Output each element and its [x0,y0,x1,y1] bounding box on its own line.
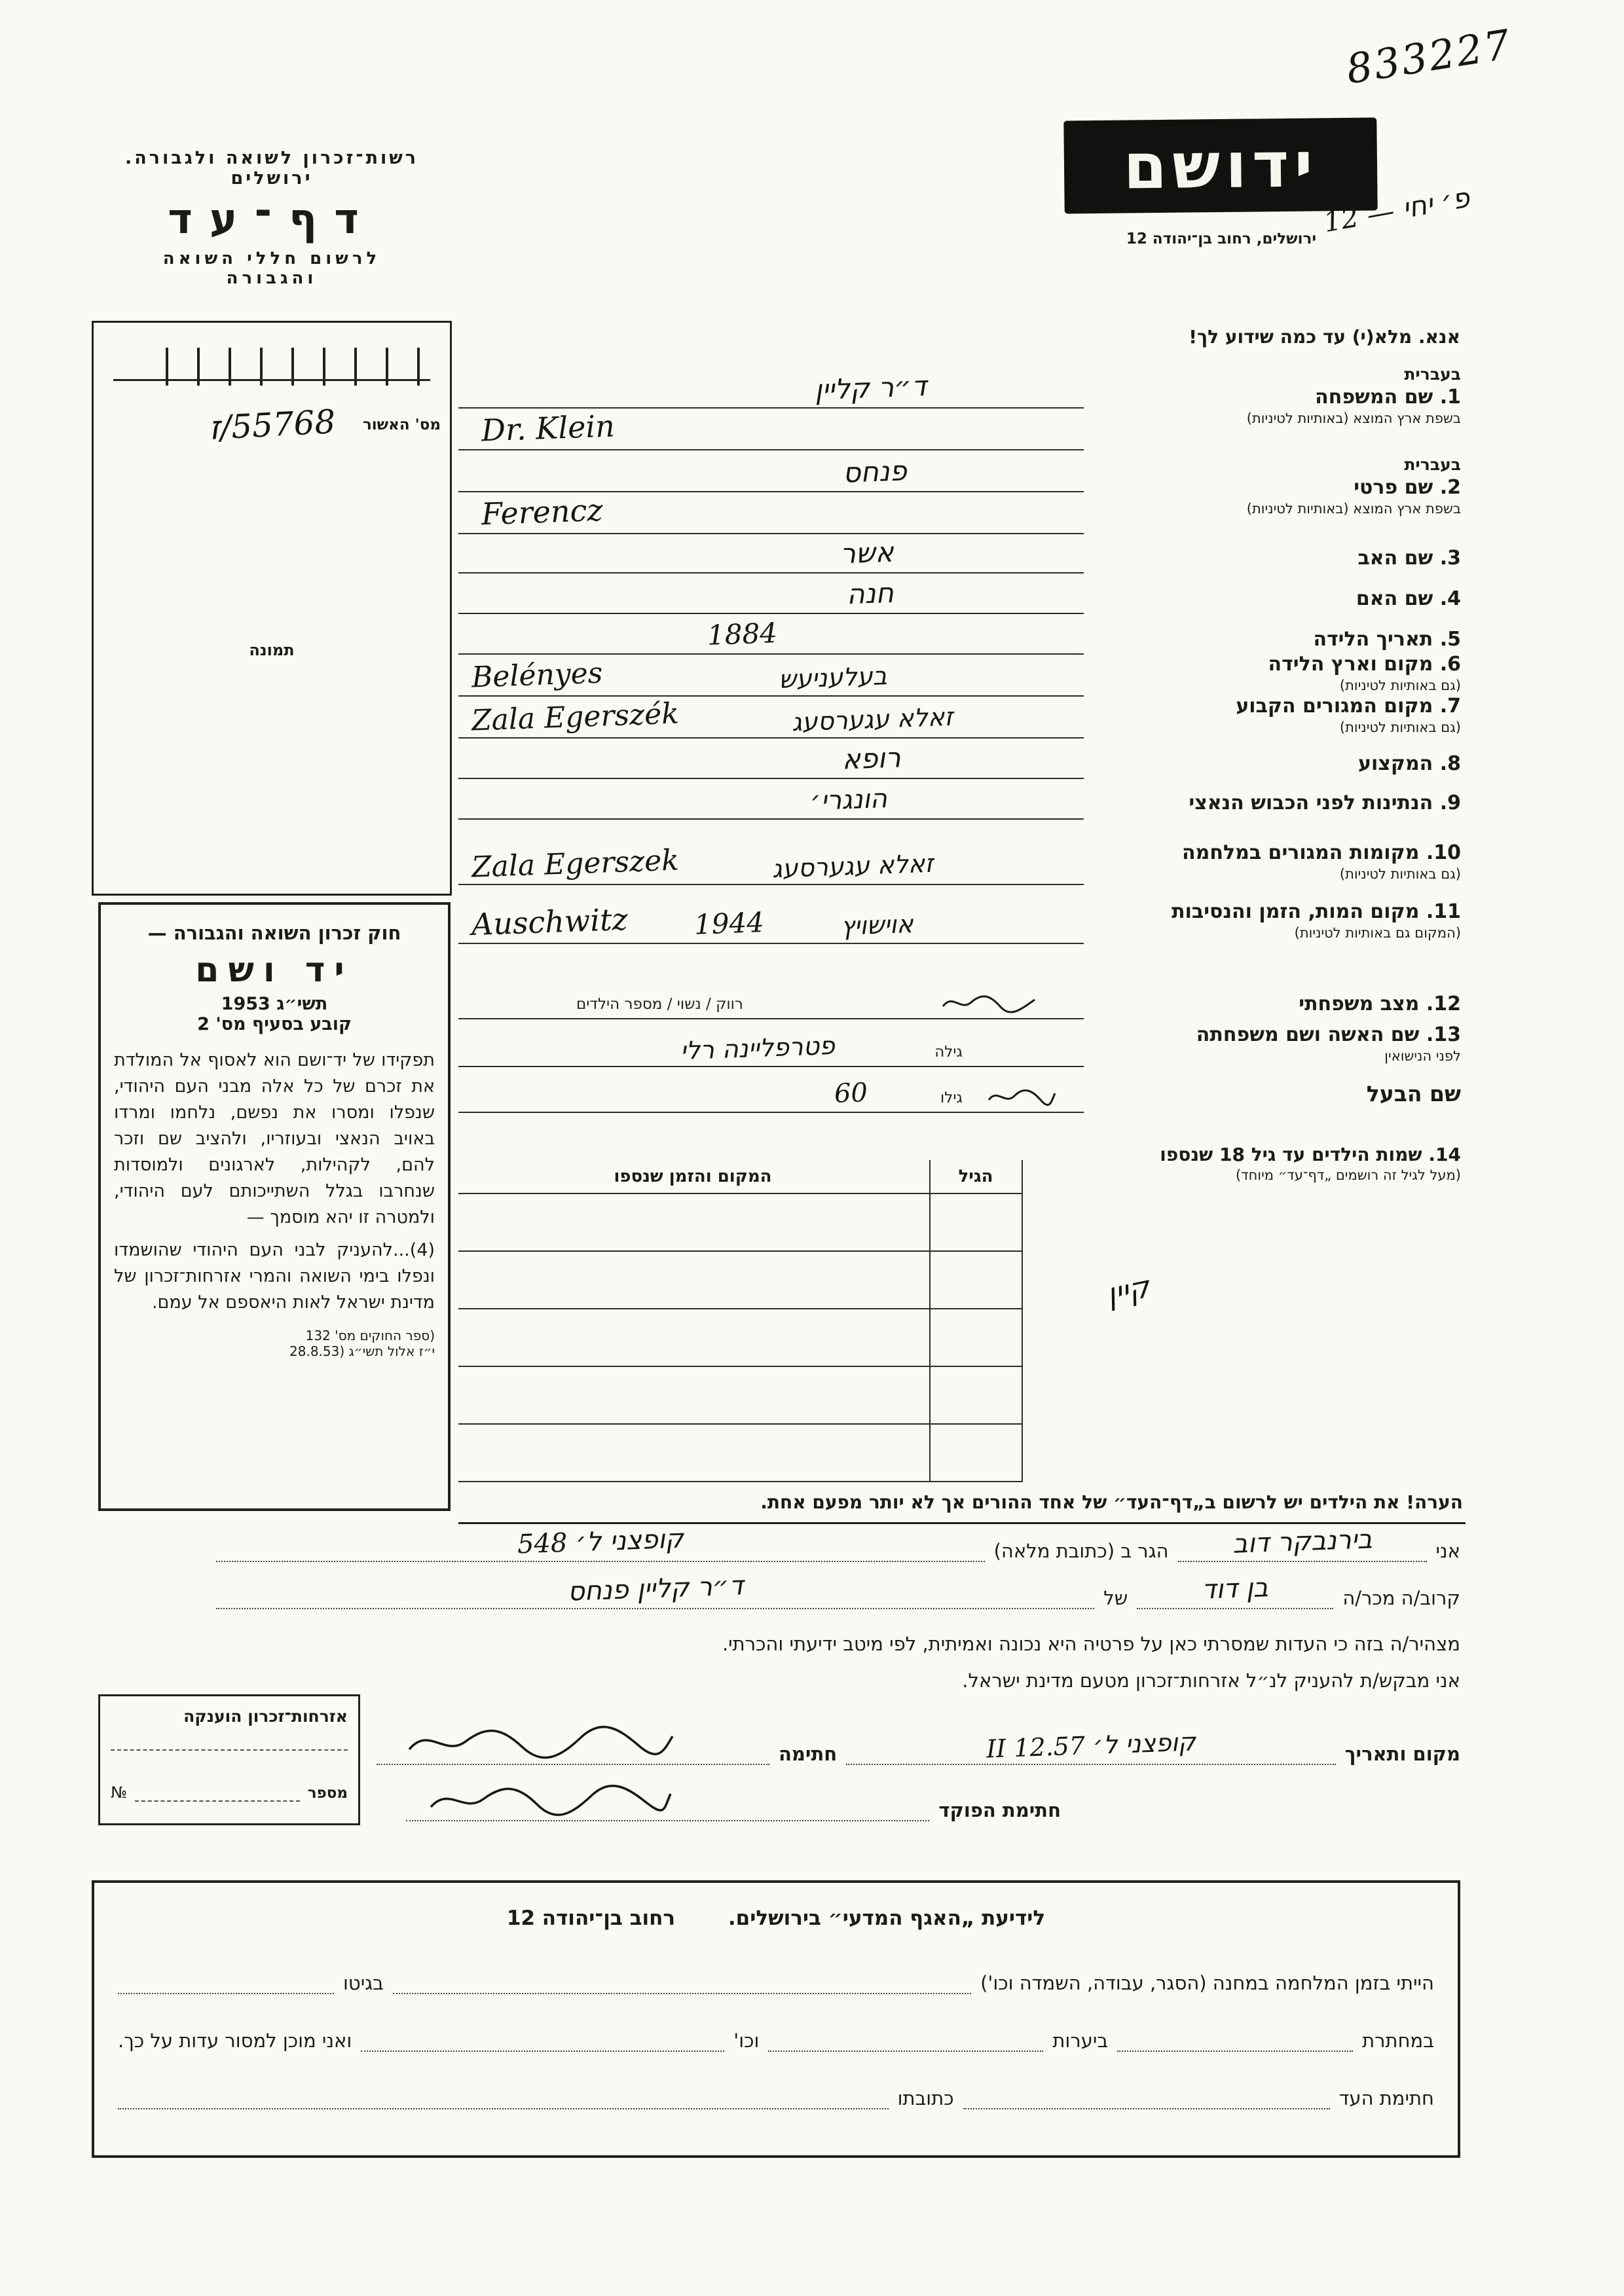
declaration-row-relation [216,1571,1460,1609]
law-paragraph-1: תפקידו של יד־ושם הוא לאסוף אל המולדת את זכרם של כל אלה מבני העם היהודי, שנפלו ומסרו את נפשם, נלחמו ומרדו באויב הנאצי ובעוזריו, ולהציב שם וזכר להם, לקהילות, לארגונים ולמוסדות שנחרבו בגלל השתייכותם לעם היהודי, ולמטרה זו יהא מוסמך — [114,1050,435,1228]
clerk-signature-label: חתימת הפוקד [938,1799,1061,1821]
field-label-line: 9. הנתינות לפני הכבוש הנאצי [1189,792,1461,814]
answer-line-wife-name [458,1032,1084,1067]
field-label-wife-name [1090,1023,1461,1065]
underground-label: במחתרת [1362,2030,1434,2052]
clerk-signature-field [406,1813,929,1821]
scientific-branch-box [92,1880,1460,2158]
illegible-scrawl [986,1085,1058,1108]
place-date-field [846,1727,1336,1765]
field-label-birthplace [1090,652,1461,695]
handwritten-side-note: פ׳ יחי — 12 [1321,181,1472,239]
handwritten-value: Zala Egerszek [471,843,680,884]
handwritten-value: Ferencz [481,492,604,532]
approval-photo-box [92,321,452,896]
answer-line-residence [458,697,1084,738]
forests-label: ביערות [1052,2030,1109,2052]
answer-line-firstname-hebrew [458,454,1084,492]
field-label-line: בשפת ארץ המוצא (באותיות לטיניות) [1246,501,1461,517]
grant-box-dashes [111,1748,348,1751]
answer-line-surname-hebrew [458,370,1084,409]
field-label-surname [1090,364,1461,428]
handwritten-value: פנחס [842,454,908,489]
field-label-line: לפני הנישואין [1384,1048,1461,1065]
table-rule [458,1308,1023,1309]
handwritten-declarant-name: בירנבקר דוב [1232,1524,1373,1559]
declaration-i-label: אני [1435,1540,1460,1562]
ghetto-field [118,1986,334,1994]
field-label-line: 3. שם האב [1357,547,1461,570]
approval-number-label: מס' האשור [362,416,441,433]
field-label-line: 4. שם האם [1356,587,1461,610]
wife-age-label-printed: גילה [934,1044,963,1061]
handwritten-doc-number: 833227 [1342,20,1515,94]
field-label-children [1090,1143,1461,1184]
answer-line-birthdate [458,619,1084,655]
declarant-address-field [216,1523,985,1562]
answer-line-mother [458,576,1084,614]
field-label-line: 10. מקומות המגורים במלחמה [1182,841,1461,864]
field-label-line: 7. מקום המגורים הקבוע [1236,695,1461,718]
handwritten-value: זאלא עגערסעג [771,848,934,884]
answer-line-wartime-residence [458,843,1084,885]
handwritten-value: חנה [846,576,895,611]
field-label-marital-status [1090,992,1461,1017]
marital-options-printed: רווק / נשוי / מספר הילדים [576,996,743,1013]
of-label: של [1103,1587,1128,1609]
handwritten-value: בעלעניעש [778,661,888,694]
field-label-line: (מעל לגיל זה רושמים „דף־עד״ מיוחד) [1235,1167,1461,1183]
scientific-branch-title: לידיעת „האגף המדעי״ בירושלים. [728,1906,1046,1930]
law-source-2: י״ז אלול תשי״ג (28.8.53 [289,1343,435,1359]
law-line-2: יד ושם [195,951,354,990]
handwritten-value: אשר [840,536,895,570]
field-label-line: 11. מקום המות, הזמן והנסיבות [1172,900,1461,923]
approval-row [94,402,450,448]
org-address: ירושלים, רחוב בן־יהודה 12 [1126,230,1317,247]
declarant-name-field [1178,1524,1427,1562]
answer-line-surname-latin [458,408,1084,450]
table-rule [458,1423,1023,1425]
ghetto-label: בגיטו [343,1972,384,1994]
field-label-citizenship [1090,791,1461,816]
table-rule [1022,1160,1023,1481]
clerk-signature-row [406,1799,1061,1821]
handwritten-value: זאלא עגערסעג [790,702,953,737]
children-note-strip: הערה! את הילדים יש לרשום ב„דף־העד״ של אחד ההורים אך לא יותר מפעם אחת. [458,1484,1466,1524]
field-label-line: בשפת ארץ המוצא (באותיות לטיניות) [1246,410,1461,427]
field-label-mother [1090,587,1461,611]
field-label-line: (גם באותיות לטיניות) [1339,720,1461,736]
field-label-line: 14. שמות הילדים עד גיל 18 שנספו [1160,1144,1461,1165]
handwritten-deceased-name: ד״ר קליין פנחס [566,1571,744,1607]
answer-line-firstname-latin [458,492,1084,534]
signature-row [377,1727,1460,1765]
deceased-name-field [216,1571,1094,1609]
signature-label: חתימה [779,1743,838,1765]
field-label-line: בעברית [1404,455,1461,474]
handwritten-value: הונגרי׳ [809,783,888,817]
witness-address-field [118,2102,889,2109]
relation-label: קרוב/ה מכר/ה [1342,1587,1460,1609]
org-name: רשות־זכרון לשואה ולגבורה. ירושלים [124,148,419,189]
memorial-citizenship-grant-box [98,1694,360,1825]
declaration-resides-label: הגר ב (כתובת מלאה) [993,1540,1169,1562]
signature-field [377,1757,769,1765]
handwritten-place-date: קופצני ל׳ II 12.57 [986,1727,1196,1764]
handwritten-value: Zala Egerszék [471,697,680,738]
witness-address-label: כתובתו [897,2087,954,2109]
law-line-3: תשי״ג 1953 [221,994,328,1014]
grant-box-title: אזרחות־זכרון הוענקה [183,1707,348,1726]
grant-box-dashes [135,1799,300,1802]
signature-scrawl [403,1722,678,1761]
field-label-line: 1. שם המשפחה [1315,386,1461,409]
field-label-line: 12. מצב משפחתי [1299,993,1461,1015]
field-label-line: 13. שם האשה ושם משפחתה [1196,1023,1461,1046]
field-label-death-place [1090,900,1461,942]
field-label-line: שם הבעל [1366,1081,1461,1106]
field-label-line: 5. תאריך הלידה [1313,628,1461,651]
field-label-line: בעברית [1404,365,1461,384]
field-label-profession [1090,752,1461,776]
answer-line-father [458,538,1084,574]
camp-row [118,1972,1434,1994]
relation-field [1137,1573,1333,1609]
camp-label: הייתי בזמן המלחמה במחנה (הסגר, עבודה, השמדה וכו') [980,1972,1434,1994]
husband-age-label-printed: גילו [940,1089,963,1106]
witness-signature-field [963,2102,1330,2109]
etc-label: וכו' [733,2030,760,2052]
witness-signature-label: חתימת העד [1338,2087,1434,2109]
field-label-line: 6. מקום וארץ הלידה [1268,653,1461,676]
law-line-4: קובע בסעיף מס' 2 [197,1014,352,1034]
field-label-line: 8. המקצוע [1358,752,1461,775]
witness-signature-row [118,2087,1434,2109]
answer-line-death-place [458,901,1084,944]
field-label-line: (גם באותיות לטיניות) [1339,866,1461,883]
etc-field [361,2044,724,2052]
declaration-row-identity [216,1523,1460,1562]
grant-box-number-row [111,1783,348,1802]
field-label-birthdate [1090,627,1461,652]
field-label-line: 2. שם פרטי [1354,476,1461,499]
field-label-line: (גם באותיות לטיניות) [1339,678,1461,694]
field-label-husband-name [1090,1080,1461,1108]
table-rule [929,1160,931,1481]
form-subtitle: לרשום חללי השואה והגבורה [162,249,381,288]
declaration-statement: מצהיר/ה בזה כי העדות שמסרתי כאן על פרטיה היא נכונה ואמיתית, לפי מיטב ידיעתי והכרתי. [722,1633,1460,1655]
field-label-line: (המקום גם באותיות לטיניות) [1294,925,1461,941]
law-paragraph-2: (4)...להעניק לבני העם היהודי שהושמדו ונפלו בימי השואה והמרי אזרחות־זכרון של מדינת ישראל לאות היאספם אל עמם. [114,1239,435,1313]
handwritten-value: ד״ר קליין [814,370,927,406]
answer-line-profession [458,741,1084,779]
table-rule [458,1366,1023,1367]
approval-number-value: 55768/ז [208,402,337,448]
camp-field [393,1986,971,1994]
table-rule [458,1481,1023,1482]
field-label-residence [1090,694,1461,737]
field-label-wartime-residence [1090,841,1461,883]
table-rule [458,1250,1023,1252]
declaration-request: אני מבקש/ת להעניק לנ״ל אזרחות־זכרון מטעם מדינת ישראל. [962,1669,1460,1692]
law-source-1: (ספר החוקים מס' 132 [305,1327,435,1343]
handwritten-value: פטרפליינה רלי [680,1030,836,1066]
form-title: דף־עד [168,195,376,244]
law-line-1: חוק זכרון השואה והגבורה — [147,922,401,944]
law-text-box [98,902,451,1511]
handwritten-value: 1884 [707,617,778,651]
handwritten-children-note: קיין [1103,1268,1153,1313]
handwritten-value: Auschwitz [471,901,629,943]
handwritten-value: רופא [841,741,901,776]
signature-scrawl [426,1781,674,1817]
tally-marks [113,337,430,381]
answer-line-marital-status [458,984,1084,1019]
handwritten-value: Belényes [471,656,604,695]
fill-in-instruction: אנא. מלא(י) עד כמה שידוע לך! [1189,326,1460,348]
handwritten-value: Dr. Klein [481,408,616,448]
forests-field [768,2044,1043,2052]
place-date-label: מקום ותאריך [1344,1743,1460,1765]
field-label-father [1090,546,1461,571]
children-col-place-header: המקום והזמן שנספו [614,1167,772,1186]
answer-line-citizenship [458,784,1084,820]
numero-sign: № [111,1783,127,1802]
table-rule [458,1193,1023,1194]
illegible-scrawl [940,991,1038,1014]
underground-row [118,2030,1434,2052]
scientific-branch-title-row [94,1906,1458,1930]
yad-vashem-logo: ידושם [1063,118,1377,214]
handwritten-value: אוישויץ [840,909,914,941]
handwritten-declarant-address: קופצני ל׳ 548 [517,1523,684,1560]
scientific-branch-address: רחוב בן־יהודה 12 [506,1906,676,1930]
underground-field [1117,2044,1353,2052]
handwritten-relation: בן דוד [1201,1573,1269,1605]
handwritten-value: 1944 [693,906,765,941]
answer-line-husband-name [458,1078,1084,1113]
handwritten-value: 60 [834,1078,868,1109]
field-label-firstname [1090,454,1461,518]
grant-number-label: מספר [307,1785,348,1802]
header-block [118,148,426,288]
photo-placeholder-label: תמונה [249,641,295,659]
children-col-age-header: הגיל [958,1167,993,1186]
answer-line-birthplace [458,656,1084,697]
willing-to-testify-text: ואני מוכן למסור עדות על כך. [118,2030,352,2052]
